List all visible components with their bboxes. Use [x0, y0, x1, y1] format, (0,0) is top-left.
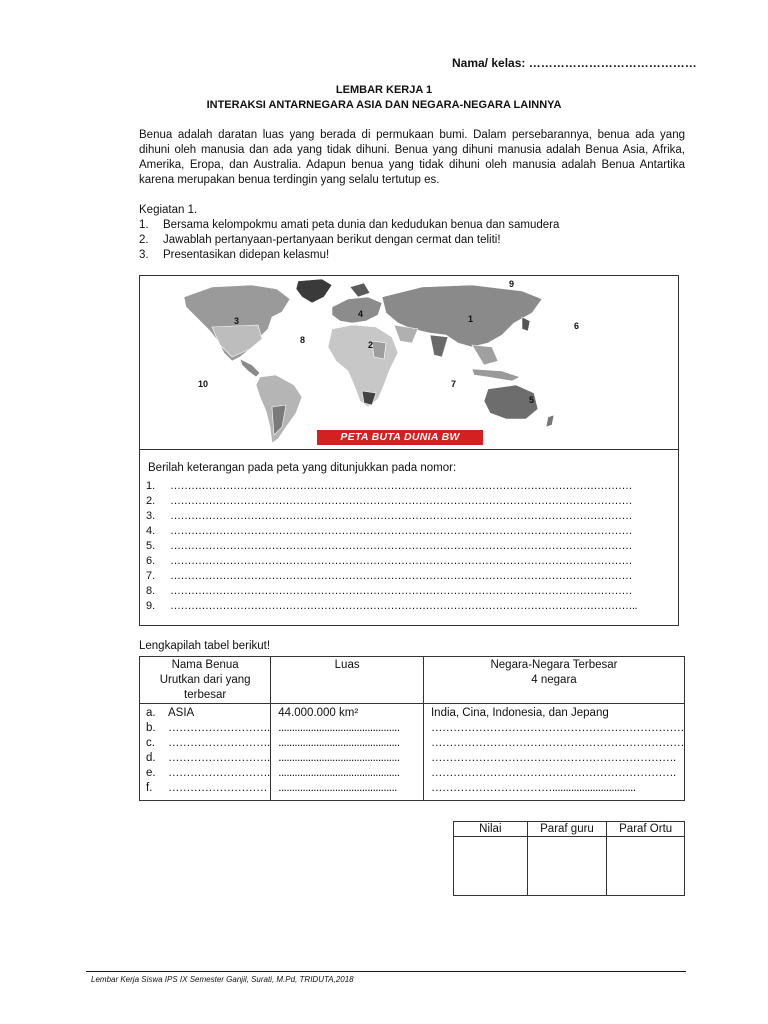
answer-blank[interactable]: ……………………………………………………………………………………………………………………	[170, 555, 632, 567]
header-paraf-guru: Paraf guru	[527, 822, 607, 837]
benua-blank[interactable]: ……………………….	[168, 752, 270, 764]
negara-column	[423, 704, 684, 801]
benua-cell	[140, 706, 270, 721]
item-number: 5.	[146, 540, 156, 552]
step-text: Presentasikan didepan kelasmu!	[163, 249, 330, 261]
benua-cell	[140, 751, 270, 766]
luas-column	[271, 704, 424, 801]
benua-blank[interactable]: ……………………….	[168, 737, 270, 749]
kegiatan-steps	[139, 218, 559, 263]
benua-blank[interactable]: ……………………….	[168, 767, 270, 779]
map-label: 9	[509, 279, 515, 289]
nilai-header-row	[454, 822, 685, 837]
row-letter: d.	[146, 752, 156, 764]
benua-table	[139, 656, 685, 801]
paraf-ortu-cell[interactable]	[607, 837, 685, 896]
header-luas: Luas	[271, 657, 424, 704]
keterangan-item	[146, 599, 637, 614]
benua-blank[interactable]: ……………………….	[168, 722, 270, 734]
luas-blank[interactable]: .............................................	[278, 752, 400, 764]
keterangan-item	[146, 509, 637, 524]
answer-blank[interactable]: ……………………………………………………………………………………………………………………	[170, 495, 632, 507]
kegiatan-section	[139, 203, 559, 263]
keterangan-item	[146, 554, 637, 569]
answer-blank[interactable]: ……………………………………………………………………………………………………………………..	[170, 600, 638, 612]
keterangan-item	[146, 569, 637, 584]
worksheet-title: LEMBAR KERJA 1	[335, 84, 433, 96]
item-number: 2.	[146, 495, 156, 507]
map-label: 8	[300, 335, 306, 345]
step-number: 3.	[139, 249, 149, 261]
step-text: Jawablah pertanyaan-pertanyaan berikut dengan cermat dan teliti!	[163, 234, 501, 246]
benua-cell	[140, 736, 270, 751]
table-header-row	[140, 657, 685, 704]
item-number: 9.	[146, 600, 156, 612]
nilai-body-row	[454, 837, 685, 896]
keterangan-item	[146, 479, 637, 494]
intro-paragraph: Benua adalah daratan luas yang berada di permukaan bumi. Dalam persebarannya, benua ada yang dihuni oleh manusia dan ada yang tidak dihuni. Benua yang dihuni manusia adalah Benua Asia, Afrika, Amerika, Eropa, dan Australia. Adapun benua yang tidak dihuni oleh manusia adalah Benua Antartika karena merupakan benua terdingin yang selalu tertutup es.	[139, 129, 685, 186]
footer-text: Lembar Kerja Siswa IPS IX Semester Ganjil, Surati, M.Pd, TRIDUTA,2018	[91, 975, 354, 984]
world-map-image	[172, 277, 652, 447]
map-box	[139, 275, 679, 626]
worksheet-subtitle: INTERAKSI ANTARNEGARA ASIA DAN NEGARA-NEGARA LAINNYA	[206, 99, 562, 111]
item-number: 4.	[146, 525, 156, 537]
benua-cell	[140, 781, 270, 796]
item-number: 3.	[146, 510, 156, 522]
kegiatan-step	[139, 218, 559, 233]
map-label: 7	[451, 379, 457, 389]
row-letter: e.	[146, 767, 156, 779]
negara-blank[interactable]: ……………………………...............................	[430, 782, 636, 794]
row-letter: c.	[146, 737, 155, 749]
keterangan-item	[146, 524, 637, 539]
negara-value: India, Cina, Indonesia, dan Jepang	[430, 707, 609, 719]
benua-cell	[140, 721, 270, 736]
luas-blank[interactable]: .............................................	[278, 722, 400, 734]
item-number: 1.	[146, 480, 156, 492]
kegiatan-step	[139, 248, 559, 263]
paraf-guru-cell[interactable]	[527, 837, 607, 896]
keterangan-instruction: Berilah keterangan pada peta yang ditunjukkan pada nomor:	[148, 462, 457, 474]
benua-column	[140, 704, 271, 801]
map-label: 3	[234, 316, 240, 326]
map-label: 5	[529, 395, 535, 405]
luas-blank[interactable]: ............................................	[278, 782, 397, 794]
luas-blank[interactable]: .............................................	[278, 737, 400, 749]
keterangan-list	[146, 479, 637, 614]
row-letter: f.	[146, 782, 153, 794]
row-letter: a.	[146, 707, 156, 719]
header-negara: Negara-Negara Terbesar 4 negara	[423, 657, 684, 704]
answer-blank[interactable]: ……………………………………………………………………………………………………………………	[170, 540, 632, 552]
table-intro: Lengkapilah tabel berikut!	[139, 640, 271, 652]
kegiatan-title: Kegiatan 1.	[139, 204, 198, 216]
luas-blank[interactable]: .............................................	[278, 767, 400, 779]
header-paraf-ortu: Paraf Ortu	[607, 822, 685, 837]
map-banner: PETA BUTA DUNIA BW	[317, 430, 483, 445]
benua-cell	[140, 766, 270, 781]
map-label: 1	[468, 314, 474, 324]
benua-value: ASIA	[168, 707, 195, 719]
nama-kelas-field: Nama/ kelas: ……………………………………	[452, 56, 697, 70]
step-text: Bersama kelompokmu amati peta dunia dan kedudukan benua dan samudera	[163, 219, 560, 231]
footer-divider	[86, 971, 686, 972]
negara-blank[interactable]: ………………………………………………………….	[430, 752, 676, 764]
answer-blank[interactable]: ……………………………………………………………………………………………………………………	[170, 510, 632, 522]
answer-blank[interactable]: ……………………………………………………………………………………………………………………	[170, 525, 632, 537]
step-number: 1.	[139, 219, 149, 231]
kegiatan-step	[139, 233, 559, 248]
item-number: 8.	[146, 585, 156, 597]
answer-blank[interactable]: ……………………………………………………………………………………………………………………	[170, 570, 632, 582]
table-body-row	[140, 704, 685, 801]
negara-blank[interactable]: ………………………………………………………….	[430, 767, 676, 779]
luas-value: 44.000.000 km²	[278, 707, 359, 719]
nilai-table	[453, 821, 685, 896]
step-number: 2.	[139, 234, 149, 246]
map-label: 6	[574, 321, 580, 331]
map-label: 2	[368, 340, 374, 350]
item-number: 6.	[146, 555, 156, 567]
keterangan-item	[146, 539, 637, 554]
negara-blank[interactable]: ……………………………………………………………	[430, 737, 684, 749]
map-label: 4	[358, 309, 364, 319]
map-label: 10	[198, 379, 209, 389]
keterangan-item	[146, 584, 637, 599]
answer-blank[interactable]: ……………………………………………………………………………………………………………………	[170, 585, 632, 597]
row-letter: b.	[146, 722, 156, 734]
header-nilai: Nilai	[454, 822, 528, 837]
item-number: 7.	[146, 570, 156, 582]
header-nama-benua: Nama Benua Urutkan dari yang terbesar	[140, 657, 271, 704]
nilai-cell[interactable]	[454, 837, 528, 896]
map-divider	[140, 449, 678, 450]
negara-blank[interactable]: ……………………………………………………………	[430, 722, 684, 734]
benua-blank[interactable]: ………………………	[168, 782, 267, 794]
keterangan-item	[146, 494, 637, 509]
answer-blank[interactable]: ……………………………………………………………………………………………………………………	[170, 480, 632, 492]
